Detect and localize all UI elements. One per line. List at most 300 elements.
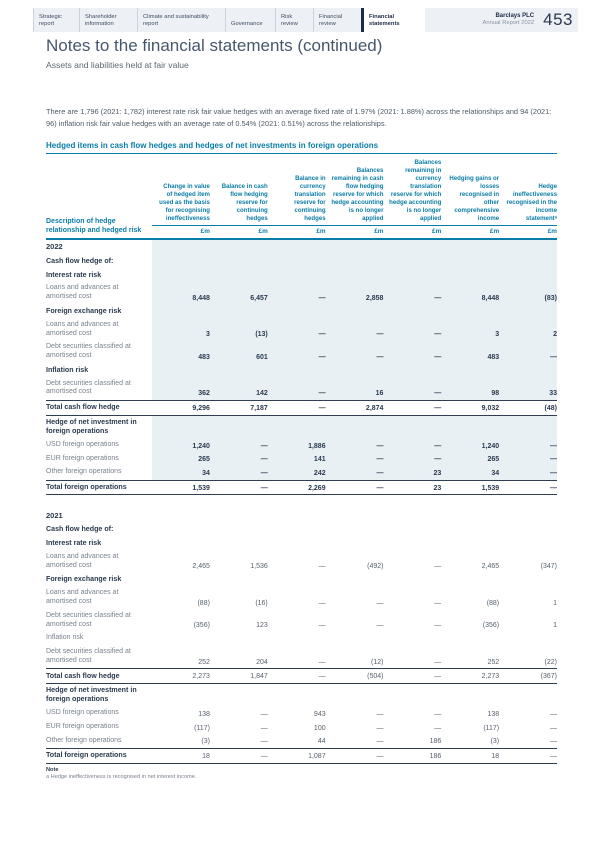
cell-value: —: [434, 658, 442, 666]
cell-value: [499, 523, 557, 537]
row-label: 2021: [46, 510, 63, 520]
tab-climate-and-sustainability-report[interactable]: Climate and sustainability report: [137, 8, 225, 32]
cell-value: —: [318, 658, 326, 666]
cell-value: 9,296: [152, 400, 210, 415]
cell-value: 8,448: [441, 282, 499, 305]
cell-value: —: [260, 738, 268, 746]
table-row: [46, 632, 557, 646]
cell-value: [441, 239, 499, 254]
table-row: [46, 254, 557, 268]
row-label: Debt securities classified at amortised cost: [46, 648, 131, 664]
cell-value: 34: [152, 466, 210, 480]
cell-value: 1,240: [441, 438, 499, 452]
cell-value: —: [210, 466, 268, 480]
cell-value: [441, 268, 499, 282]
cell-value: [268, 632, 326, 646]
cell-value: [441, 537, 499, 551]
cell-value: [152, 537, 210, 551]
row-label: Loans and advances at amortised cost: [46, 552, 119, 569]
table-row: [46, 318, 557, 341]
cell-value: [441, 573, 499, 587]
cell-value: 1,539: [441, 480, 499, 495]
cell-value: 8,448: [152, 282, 210, 305]
cell-value: (504): [326, 669, 384, 684]
cell-value: —: [268, 318, 326, 341]
table-row: [46, 341, 557, 364]
cell-value: 34: [441, 466, 499, 480]
cell-value: —: [499, 452, 557, 466]
tab-financial-statements[interactable]: Financial statements: [361, 8, 425, 32]
brand-report: Annual Report 2022: [482, 20, 535, 27]
cell-value: 943: [313, 710, 326, 718]
table-column-header-row: [46, 156, 557, 226]
cell-value: [210, 683, 268, 706]
cell-value: [326, 632, 384, 646]
row-label: Debt securities classified at amortised cost: [46, 343, 131, 360]
cell-value: [268, 523, 326, 537]
cell-value: [152, 573, 210, 587]
cell-value: [499, 632, 557, 646]
cell-value: 186: [383, 748, 441, 763]
cell-value: 23: [383, 466, 441, 480]
cell-value: (16): [255, 599, 268, 607]
unit-label: £m: [499, 225, 557, 239]
cell-value: [152, 254, 210, 268]
cell-value: [441, 363, 499, 377]
cell-value: [152, 268, 210, 282]
cell-value: [326, 683, 384, 706]
cell-value: —: [550, 724, 557, 732]
row-label: EUR foreign operations: [46, 722, 119, 730]
column-header: Balances remaining in cash flow hedging reserve for which hedge accounting is no longer applied: [326, 156, 384, 226]
cell-value: —: [376, 599, 384, 607]
cell-value: [499, 683, 557, 706]
cell-value: (356): [193, 622, 210, 630]
cell-value: [210, 632, 268, 646]
table-row: [46, 363, 557, 377]
cell-value: [383, 632, 441, 646]
cell-value: [268, 363, 326, 377]
cell-value: [152, 363, 210, 377]
column-header: Balances remaining in currency translation reserve for which hedge accounting is no longer applied: [383, 156, 441, 226]
cell-value: 1,240: [152, 438, 210, 452]
row-label: Total cash flow hedge: [46, 669, 152, 684]
cell-value: —: [268, 669, 326, 684]
cell-value: 3: [152, 318, 210, 341]
cell-value: 100: [313, 724, 326, 732]
cell-value: —: [383, 452, 441, 466]
row-label: Other foreign operations: [46, 468, 122, 476]
cell-value: [441, 508, 499, 522]
cell-value: 2,874: [326, 400, 384, 415]
cell-value: [268, 683, 326, 706]
unit-label: £m: [383, 225, 441, 239]
cell-value: 6,457: [210, 282, 268, 305]
cell-value: 1,847: [210, 669, 268, 684]
unit-label: £m: [210, 225, 268, 239]
cell-value: —: [326, 341, 384, 364]
cell-value: —: [210, 748, 268, 763]
cell-value: —: [326, 318, 384, 341]
row-label: Foreign exchange risk: [46, 575, 122, 584]
cell-value: (356): [482, 622, 500, 630]
cell-value: [210, 508, 268, 522]
cell-value: 3: [441, 318, 499, 341]
cell-value: [326, 254, 384, 268]
row-label: USD foreign operations: [46, 440, 119, 448]
cell-value: (88): [197, 599, 210, 607]
row-label: Total foreign operations: [46, 748, 152, 763]
row-header-label: Description of hedge relationship and hedged risk: [46, 156, 152, 239]
cell-value: —: [499, 466, 557, 480]
brand-text: [483, 13, 535, 28]
cell-value: —: [260, 710, 268, 718]
cell-value: —: [383, 669, 441, 684]
cell-value: —: [499, 341, 557, 364]
cell-value: [210, 537, 268, 551]
cell-value: 265: [441, 452, 499, 466]
cell-value: [499, 508, 557, 522]
cell-value: —: [268, 282, 326, 305]
table-row: [46, 438, 557, 452]
cell-value: —: [268, 400, 326, 415]
cell-value: —: [318, 622, 326, 630]
cell-value: [210, 254, 268, 268]
unit-label: £m: [326, 225, 384, 239]
cell-value: [499, 573, 557, 587]
cell-value: 483: [441, 341, 499, 364]
cell-value: [499, 304, 557, 318]
cell-value: [383, 239, 441, 254]
cell-value: [383, 363, 441, 377]
cell-value: [152, 508, 210, 522]
table-row: [46, 550, 557, 573]
cell-value: (12): [371, 658, 384, 666]
cell-value: —: [383, 282, 441, 305]
cell-value: (347): [540, 563, 557, 571]
report-brand: [483, 8, 578, 32]
cell-value: (117): [483, 724, 500, 732]
cell-value: —: [550, 738, 557, 746]
cell-value: [326, 268, 384, 282]
table-body: [46, 239, 557, 763]
cell-value: (367): [499, 669, 557, 684]
row-label: Hedge of net investment in foreign operations: [46, 418, 137, 435]
cell-value: [441, 304, 499, 318]
cell-value: —: [434, 622, 442, 630]
footnote-heading: Note: [46, 766, 59, 773]
cell-value: 2,465: [481, 563, 500, 571]
cell-value: [441, 523, 499, 537]
cell-value: 601: [210, 341, 268, 364]
cell-value: —: [326, 466, 384, 480]
row-label: USD foreign operations: [46, 709, 119, 717]
unit-label: £m: [441, 225, 499, 239]
cell-value: [326, 415, 384, 438]
row-label: Inflation risk: [46, 365, 89, 374]
cell-value: [383, 537, 441, 551]
tab-risk-review[interactable]: Risk review: [275, 8, 313, 32]
row-label: Hedge of net investment in foreign operations: [46, 686, 137, 704]
cell-value: 138: [198, 710, 210, 718]
cell-value: —: [383, 318, 441, 341]
cell-value: 18: [441, 748, 499, 763]
section-spacer: [46, 495, 557, 509]
cell-value: [383, 508, 441, 522]
row-label: EUR foreign operations: [46, 454, 119, 462]
cell-value: [326, 523, 384, 537]
cell-value: [268, 304, 326, 318]
cell-value: [383, 683, 441, 706]
cell-value: [441, 415, 499, 438]
cell-value: 123: [256, 622, 268, 630]
table-row: [46, 452, 557, 466]
cell-value: [383, 254, 441, 268]
cell-value: [326, 537, 384, 551]
total-row: [46, 400, 557, 415]
cell-value: —: [326, 748, 384, 763]
row-label: Total cash flow hedge: [46, 400, 152, 415]
cell-value: —: [376, 710, 384, 718]
cell-value: —: [376, 622, 384, 630]
table-row: [46, 720, 557, 734]
row-label: Debt securities classified at amortised cost: [46, 379, 131, 396]
cell-value: 186: [429, 738, 442, 746]
cell-value: 1,536: [250, 563, 268, 571]
tab-governance[interactable]: Governance: [225, 8, 275, 32]
cell-value: [499, 415, 557, 438]
table-row: [46, 304, 557, 318]
cell-value: [441, 632, 499, 646]
cell-value: [152, 523, 210, 537]
cell-value: 1: [553, 599, 557, 607]
cell-value: —: [210, 438, 268, 452]
row-label: Debt securities classified at amortised cost: [46, 611, 131, 628]
page-number: 453: [543, 10, 573, 29]
cell-value: 2: [499, 318, 557, 341]
cell-value: —: [260, 724, 268, 732]
cell-value: —: [383, 400, 441, 415]
table-row: [46, 683, 557, 706]
cell-value: —: [326, 452, 384, 466]
row-label: Loans and advances at amortised cost: [46, 589, 119, 606]
cell-value: [210, 363, 268, 377]
table-row: [46, 415, 557, 438]
cell-value: 483: [152, 341, 210, 364]
row-label: Inflation risk: [46, 634, 84, 642]
total-row: [46, 669, 557, 684]
cell-value: [326, 573, 384, 587]
cell-value: [152, 239, 210, 254]
section-tab-bar: [33, 8, 578, 32]
cell-value: [152, 632, 210, 646]
table-row: [46, 646, 557, 669]
column-header: Hedging gains or losses recognised in other comprehensive income: [441, 156, 499, 226]
cell-value: 242: [268, 466, 326, 480]
cell-value: [383, 415, 441, 438]
cell-value: [383, 268, 441, 282]
total-row: [46, 748, 557, 763]
cell-value: —: [210, 452, 268, 466]
cell-value: [268, 239, 326, 254]
cell-value: 252: [487, 658, 500, 666]
cell-value: [499, 239, 557, 254]
cell-value: (13): [210, 318, 268, 341]
page-subtitle: Assets and liabilities held at fair value: [46, 60, 189, 71]
cell-value: 204: [256, 658, 268, 666]
row-label: Total foreign operations: [46, 480, 152, 495]
row-label: Loans and advances at amortised cost: [46, 320, 119, 337]
cell-value: [499, 363, 557, 377]
table-row: [46, 587, 557, 610]
cell-value: [210, 239, 268, 254]
cell-value: [326, 363, 384, 377]
row-label: Loans and advances at amortised cost: [46, 284, 119, 301]
hedged-items-table: [46, 156, 557, 764]
cell-value: (22): [544, 658, 557, 666]
row-label: Other foreign operations: [46, 736, 122, 744]
cell-value: [499, 268, 557, 282]
cell-value: —: [499, 438, 557, 452]
cell-value: [441, 683, 499, 706]
row-label: Foreign exchange risk: [46, 306, 122, 315]
cell-value: —: [499, 480, 557, 495]
cell-value: [326, 239, 384, 254]
table-row: [46, 707, 557, 721]
cell-value: 1,886: [268, 438, 326, 452]
cell-value: —: [318, 563, 326, 571]
cell-value: [268, 573, 326, 587]
cell-value: [210, 304, 268, 318]
table-row: [46, 609, 557, 632]
cell-value: 2,465: [192, 563, 210, 571]
tab-strategic-report[interactable]: Strategic report: [33, 8, 79, 32]
cell-value: 142: [210, 377, 268, 400]
cell-value: [268, 537, 326, 551]
cell-value: (3): [490, 738, 500, 746]
table-row: [46, 734, 557, 748]
cell-value: 252: [198, 658, 210, 666]
cell-value: [152, 683, 210, 706]
table-row: [46, 239, 557, 254]
cell-value: —: [434, 724, 442, 732]
cell-value: [268, 415, 326, 438]
cell-value: (3): [201, 738, 210, 746]
cell-value: [383, 304, 441, 318]
cell-value: [383, 573, 441, 587]
unit-label: £m: [152, 225, 210, 239]
cell-value: 265: [152, 452, 210, 466]
cell-value: [152, 415, 210, 438]
cell-value: 2,858: [326, 282, 384, 305]
total-row: [46, 480, 557, 495]
row-label: Interest rate risk: [46, 539, 102, 548]
column-header: Hedge ineffectiveness recognised in the income statementᵃ: [499, 156, 557, 226]
cell-value: 18: [152, 748, 210, 763]
row-label: Interest rate risk: [46, 270, 102, 279]
tab-financial-review[interactable]: Financial review: [313, 8, 361, 32]
cell-value: 141: [268, 452, 326, 466]
cell-value: —: [499, 748, 557, 763]
cell-value: [326, 304, 384, 318]
cell-value: —: [434, 710, 442, 718]
table-row: [46, 523, 557, 537]
cell-value: —: [434, 599, 442, 607]
table-row: [46, 466, 557, 480]
cell-value: 2,273: [441, 669, 499, 684]
footnote-text: a Hedge ineffectiveness is recognised in net interest income.: [46, 773, 197, 780]
footnote-block: [46, 767, 557, 780]
cell-value: [210, 573, 268, 587]
tab-shareholder-information[interactable]: Shareholder information: [79, 8, 137, 32]
brand-name: Barclays PLC: [495, 12, 535, 19]
cell-value: [441, 254, 499, 268]
cell-value: 98: [441, 377, 499, 400]
cell-value: —: [550, 710, 557, 718]
cell-value: 7,187: [210, 400, 268, 415]
table-row: [46, 537, 557, 551]
row-label: 2022: [46, 242, 63, 252]
row-label: Cash flow hedge of:: [46, 256, 114, 265]
cell-value: —: [318, 599, 326, 607]
cell-value: [383, 523, 441, 537]
column-header: Balance in currency translation reserve for continuing hedges: [268, 156, 326, 226]
cell-value: (88): [486, 599, 500, 607]
cell-value: 1,539: [152, 480, 210, 495]
cell-value: 16: [326, 377, 384, 400]
cell-value: —: [383, 377, 441, 400]
intro-paragraph: There are 1,796 (2021: 1,782) interest rate risk fair value hedges with an average fixed rate of 1.97% (2021: 1.88%) across the relationships and 94 (2021: 96) inflation risk fair value hedges with an average rate of 0.54% (2021: 0.51%) across the relationships.: [46, 107, 552, 128]
cell-value: —: [383, 341, 441, 364]
cell-value: —: [383, 438, 441, 452]
row-label: Cash flow hedge of:: [46, 525, 114, 534]
cell-value: —: [268, 341, 326, 364]
cell-value: —: [326, 480, 384, 495]
cell-value: 2,273: [152, 669, 210, 684]
cell-value: 2,269: [268, 480, 326, 495]
cell-value: [210, 268, 268, 282]
cell-value: 33: [499, 377, 557, 400]
cell-value: (492): [367, 563, 384, 571]
cell-value: 23: [383, 480, 441, 495]
cell-value: 9,032: [441, 400, 499, 415]
cell-value: [499, 254, 557, 268]
cell-value: [499, 537, 557, 551]
cell-value: 138: [487, 710, 500, 718]
cell-value: —: [326, 438, 384, 452]
table-row: [46, 573, 557, 587]
column-header: Balance in cash flow hedging reserve for continuing hedges: [210, 156, 268, 226]
table-row: [46, 282, 557, 305]
cell-value: (83): [499, 282, 557, 305]
cell-value: (48): [499, 400, 557, 415]
cell-value: [268, 254, 326, 268]
cell-value: —: [434, 563, 442, 571]
table-row: [46, 508, 557, 522]
cell-value: 362: [152, 377, 210, 400]
cell-value: —: [376, 738, 384, 746]
column-header: Change in value of hedged item used as the basis for recognising ineffectiveness: [152, 156, 210, 226]
unit-label: £m: [268, 225, 326, 239]
cell-value: —: [376, 724, 384, 732]
page-title: Notes to the financial statements (continued): [46, 36, 383, 55]
cell-value: —: [268, 377, 326, 400]
page-content: [46, 36, 557, 780]
table-row: [46, 268, 557, 282]
table-title: Hedged items in cash flow hedges and hedges of net investments in foreign operations: [46, 141, 557, 154]
table-row: [46, 377, 557, 400]
cell-value: [152, 304, 210, 318]
